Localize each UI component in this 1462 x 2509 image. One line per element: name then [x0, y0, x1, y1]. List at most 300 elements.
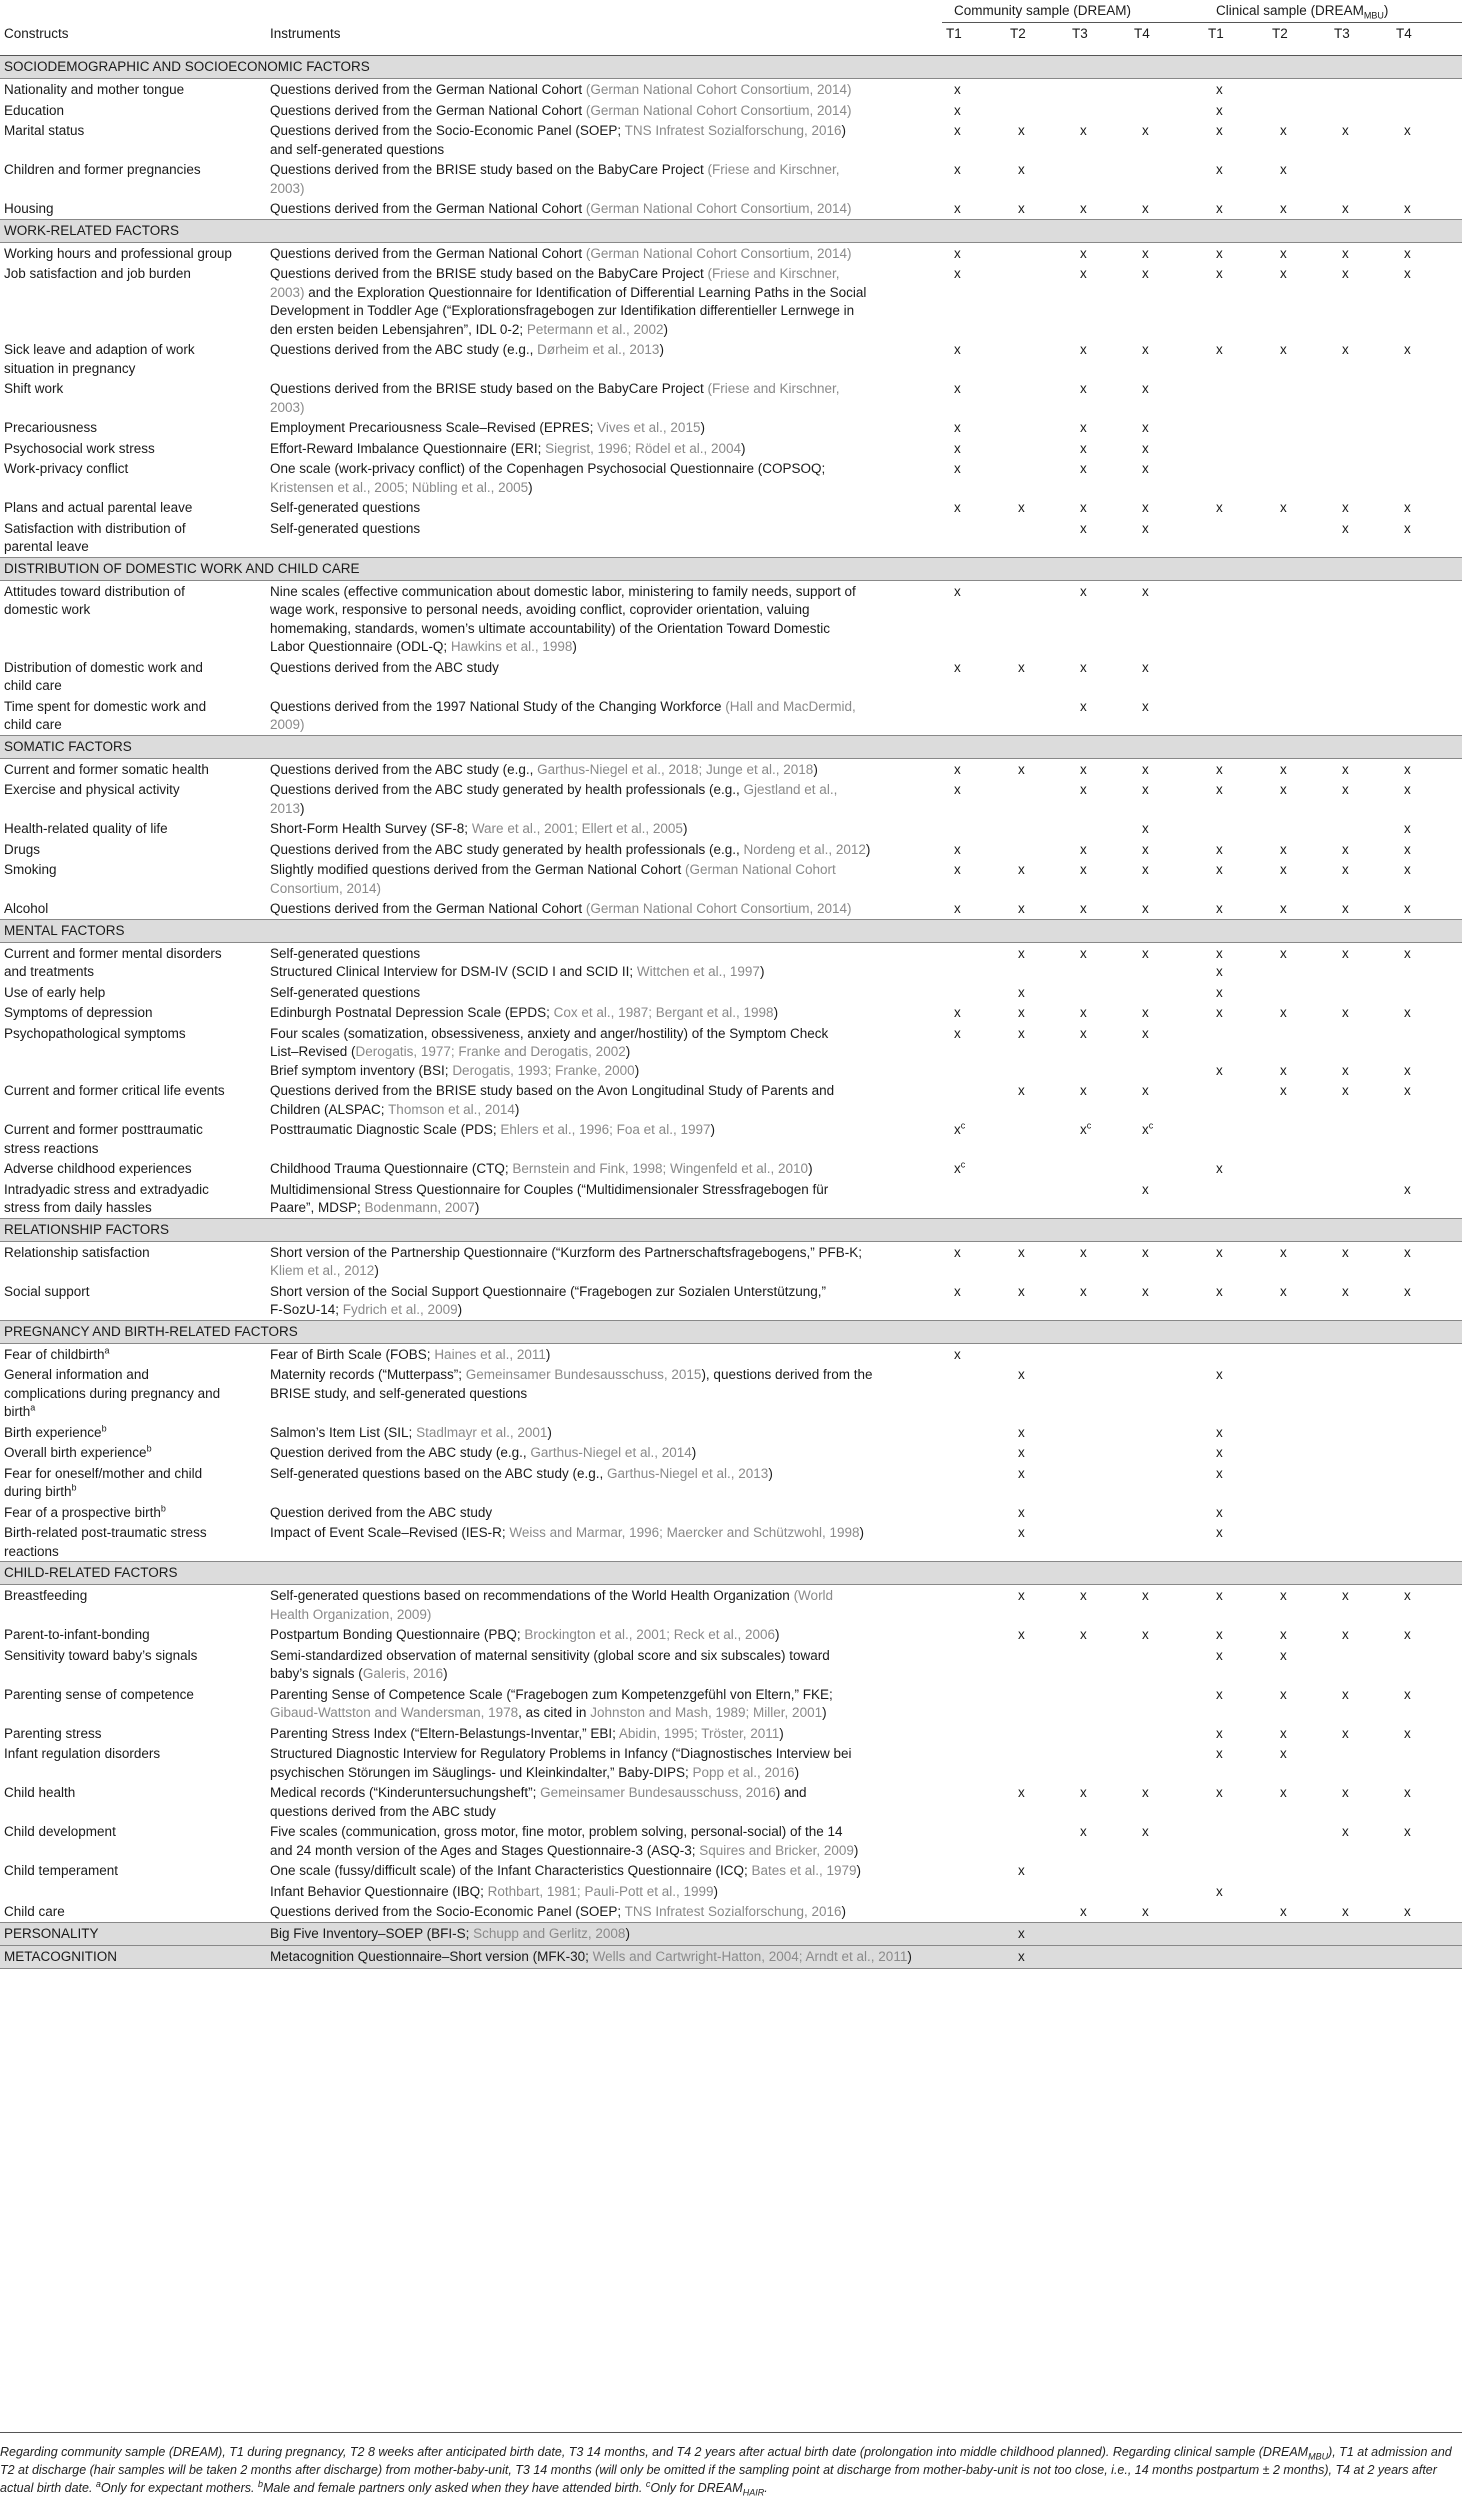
table-row: [0, 696, 1462, 736]
time-point-mark: x: [1404, 266, 1411, 281]
time-point-mark: x: [1142, 1824, 1149, 1839]
time-point-mark: [1330, 378, 1392, 417]
time-point-mark: x: [1142, 698, 1149, 714]
section-header: [0, 919, 1462, 942]
time-point-mark: x: [1080, 1083, 1087, 1098]
time-point-mark: [1330, 1119, 1392, 1158]
time-point-mark: [1068, 1343, 1130, 1364]
time-point-mark: x: [1404, 245, 1411, 261]
citation: Bernstein and Fink, 1998; Wingenfeld et al., 2010: [512, 1161, 809, 1176]
time-point-mark: x: [1342, 761, 1349, 777]
citation: Kliem et al., 2012: [270, 1263, 375, 1278]
time-point-mark: x: [1080, 500, 1087, 515]
time-point-mark: [1130, 1881, 1204, 1902]
time-point-mark: [1268, 1922, 1330, 1945]
time-point-mark: x: [1080, 1025, 1087, 1041]
time-point-mark: [1006, 79, 1068, 100]
instrument-cell: Questions derived from the BRISE study based on the BabyCare Project (Friese and Kirschner, 2003): [270, 381, 840, 415]
table-footnote: Regarding community sample (DREAM), T1 during pregnancy, T2 8 weeks after anticipated birth date, T3 14 months, and T4 2 years after actual birth date (prolongation into middle childhood planned). Regarding clinical sample $(DREAM_{MBU})$, T1 at admission and T2 at discharge (hair samples will be taken 2 months after discharge) from mother-baby-unit, T3 14 months (will only be omitted if the sampling point at discharge from mother-baby-unit is not too close, i.e., 14 months postpartum ± 2 months), T4 at 2 years after actual birth date. $^a$Only for expectant mothers. $^b$Male and female partners only asked when they have attended birth. $^c$Only for $DREAM_{HAIR}$.: [0, 2432, 1462, 2497]
time-point-mark: [1392, 1119, 1462, 1158]
construct-cell: Smoking: [4, 862, 57, 877]
instrument-cell: Questions derived from the BRISE study based on the BabyCare Project (Friese and Kirschner, 2003): [270, 162, 840, 196]
time-point-mark: x: [1404, 123, 1411, 138]
time-point-mark: x: [1142, 342, 1149, 357]
citation: Johnston and Mash, 1989; Miller, 2001: [590, 1705, 823, 1720]
time-point-mark: x: [1342, 1686, 1349, 1702]
construct-cell: Current and former somatic health: [4, 761, 209, 777]
construct-cell: Plans and actual parental leave: [4, 500, 193, 515]
instrument-cell: Questions derived from the German National Cohort (German National Cohort Consortium, 2014): [270, 901, 852, 916]
time-point-mark: x: [1142, 123, 1149, 138]
time-point-mark: x: [1080, 1244, 1087, 1260]
time-point-mark: x: [1142, 782, 1149, 797]
citation: Hawkins et al., 1998: [450, 639, 573, 654]
section-header: [0, 1562, 1462, 1585]
table-row: [0, 982, 1462, 1003]
time-point-mark: [1268, 378, 1330, 417]
time-point-mark: x: [1080, 440, 1087, 456]
time-point-mark: [1204, 1945, 1268, 1968]
time-point-mark: x: [1342, 945, 1349, 961]
time-point-mark: [1006, 1179, 1068, 1219]
section-header: [0, 1922, 1462, 1945]
time-point-mark: x: [1342, 1005, 1349, 1020]
time-point-mark: [1006, 839, 1068, 860]
time-point-mark: x: [954, 659, 961, 675]
time-point-mark: [942, 1422, 1006, 1443]
time-point-mark: [1330, 1179, 1392, 1219]
time-point-mark: x: [1216, 1627, 1223, 1642]
table-row: [0, 1821, 1462, 1860]
time-point-mark: x: [954, 440, 961, 456]
instruments-header: Instruments: [266, 23, 942, 56]
construct-cell: Housing: [4, 201, 54, 216]
time-point-mark: x: [1280, 1785, 1287, 1800]
citation: Garthus-Niegel et al., 2014: [530, 1445, 692, 1460]
time-point-mark: [1392, 1422, 1462, 1443]
time-point-mark: x: [1080, 698, 1087, 714]
time-point-mark: x: [1342, 245, 1349, 261]
citation: (German National Cohort Consortium, 2014): [585, 82, 852, 97]
section-title: SOCIODEMOGRAPHIC AND SOCIOECONOMIC FACTORS: [0, 56, 1462, 79]
time-point-mark: x: [1216, 1588, 1223, 1603]
time-point-mark: [1268, 100, 1330, 121]
citation: Derogatis, 1993; Franke, 2000: [452, 1062, 635, 1078]
time-point-mark: [1268, 696, 1330, 736]
instrument-cell: Childhood Trauma Questionnaire (CTQ; Bernstein and Fink, 1998; Wingenfeld et al., 2010): [270, 1161, 813, 1176]
construct-cell: Fear of childbirth$^a$: [4, 1345, 110, 1362]
time-point-mark: [1330, 1522, 1392, 1562]
time-point-mark: x: [1216, 1686, 1223, 1702]
citation: (Friese and Kirschner,: [707, 381, 840, 396]
time-point-mark: x: [1080, 342, 1087, 357]
section-title: WORK-RELATED FACTORS: [0, 219, 1462, 242]
time-point-mark: [942, 818, 1006, 839]
time-point-mark: x: [1216, 162, 1223, 177]
time-point-mark: [1006, 1901, 1068, 1922]
time-point-mark: x: [1080, 901, 1087, 916]
time-point-mark: [1068, 1502, 1130, 1523]
time-point-mark: [942, 1945, 1006, 1968]
time-point-mark: [1330, 79, 1392, 100]
time-point-mark: [1392, 1502, 1462, 1523]
time-point-mark: x: [1216, 782, 1223, 797]
time-point-mark: [1330, 696, 1392, 736]
time-point-mark: x: [1018, 862, 1025, 877]
table-row: [0, 1080, 1462, 1119]
time-point-mark: x: [1080, 1283, 1087, 1299]
time-point-mark: x: [954, 266, 961, 281]
time-point-mark: [1268, 1179, 1330, 1219]
time-point-mark: [1068, 1860, 1130, 1881]
time-point-mark: x: [1142, 841, 1149, 857]
time-point-mark: x: [1018, 1025, 1025, 1041]
time-point-mark: [1006, 580, 1068, 657]
instrument-cell: Effort-Reward Imbalance Questionnaire (ERI; Siegrist, 1996; Rödel et al., 2004): [270, 440, 746, 456]
instrument-cell: Multidimensional Stress Questionnaire for Couples (“Multidimensionaler Stressfragebogen für Paare”, MDSP; Bodenmann, 2007): [270, 1181, 829, 1215]
table-row: [0, 100, 1462, 121]
time-point-mark: [1068, 1422, 1130, 1443]
table-row: [0, 818, 1462, 839]
time-point-mark: [1006, 438, 1068, 459]
time-point-mark: [1392, 438, 1462, 459]
table-row: [0, 1442, 1462, 1463]
citation: Gjestland et al.,: [743, 782, 838, 797]
construct-cell: Birth-related post-traumatic stress reactions: [4, 1525, 207, 1559]
citation: Brockington et al., 2001; Reck et al., 2006: [524, 1627, 776, 1642]
time-point-mark: [1392, 1522, 1462, 1562]
time-point-mark: x: [1142, 1588, 1149, 1603]
table-row: [0, 1364, 1462, 1422]
section-header: [0, 1320, 1462, 1343]
time-point-mark: [1268, 1442, 1330, 1463]
construct-cell: Shift work: [4, 381, 64, 396]
construct-cell: Work-privacy conflict: [4, 461, 129, 476]
section-header: [0, 735, 1462, 758]
time-point-mark: [1392, 1463, 1462, 1502]
time-point-mark: x: [954, 782, 961, 797]
table-row: [0, 1463, 1462, 1502]
time-point-mark: x: [1216, 201, 1223, 216]
time-point-mark: x: [1404, 1062, 1411, 1078]
time-point-mark: [1330, 1881, 1392, 1902]
instrument-cell: Questions derived from the German National Cohort (German National Cohort Consortium, 2014): [270, 82, 852, 97]
time-point-mark: [1006, 1743, 1068, 1782]
time-point-mark: x: [1018, 984, 1025, 1000]
time-point-mark: [942, 1723, 1006, 1744]
citation: 2013: [270, 800, 301, 816]
citation: Gibaud-Wattston and Wandersman, 1978: [270, 1705, 519, 1720]
time-point-mark: x: [1404, 1785, 1411, 1800]
time-point-mark: x: [1342, 1725, 1349, 1741]
time-point-mark: x: [1280, 1627, 1287, 1642]
time-point-mark: x: [1342, 1627, 1349, 1642]
time-point-mark: [942, 1463, 1006, 1502]
time-point-mark: [942, 1442, 1006, 1463]
time-point-mark: x: [1080, 583, 1087, 599]
time-point-mark: x: [1404, 520, 1411, 536]
time-point-mark: [1068, 159, 1130, 198]
time-point-mark: x: [954, 841, 961, 857]
time-point-mark: [942, 1080, 1006, 1119]
time-point-mark: [1006, 1645, 1068, 1684]
table-row: [0, 1158, 1462, 1179]
instrument-cell: Nine scales (effective communication about domestic labor, ministering to family needs, support of wage work, responsive to personal needs, avoiding conflict, coprovider orientation, valuing homemaking, standards, women’s ultimate accountability) of the Orientation Toward Domestic Labor Questionnaire (ODL-Q; Hawkins et al., 1998): [270, 583, 856, 654]
time-point-mark: x: [1280, 1904, 1287, 1919]
time-point-mark: x: [1280, 761, 1287, 777]
time-point-mark: x: [1342, 500, 1349, 515]
time-point-mark: x: [1342, 1244, 1349, 1260]
citation: (Friese and Kirschner,: [707, 162, 840, 177]
section-header: [0, 219, 1462, 242]
time-point-mark: x: [954, 583, 961, 599]
time-point-mark: x: [1404, 782, 1411, 797]
construct-cell: Symptoms of depression: [4, 1005, 153, 1020]
section-header: [0, 557, 1462, 580]
time-point-mark: [1392, 1158, 1462, 1179]
time-point-mark: x: [1018, 1424, 1025, 1440]
time-point-mark: [1330, 1922, 1392, 1945]
time-point-mark: x: [1018, 1005, 1025, 1020]
time-point-mark: [1130, 1422, 1204, 1443]
time-point-mark: x: [954, 123, 961, 138]
time-point-mark: x: [1342, 841, 1349, 857]
time-point-mark: [1392, 580, 1462, 657]
time-point-mark: x: [1142, 659, 1149, 675]
citation: 2009): [270, 717, 305, 732]
time-point-mark: x: [1080, 862, 1087, 877]
time-point-mark: x: [1080, 761, 1087, 777]
time-point-mark: [1006, 1723, 1068, 1744]
time-point-mark: [1268, 1502, 1330, 1523]
time-point-mark: [1204, 518, 1268, 558]
time-point-mark: [1392, 696, 1462, 736]
time-point-mark: [1130, 1522, 1204, 1562]
time-point-mark: [942, 1901, 1006, 1922]
instrument-cell: Questions derived from the Socio-Economic Panel (SOEP; TNS Infratest Sozialforschung, 2016): [270, 1904, 847, 1919]
time-point-mark: [1204, 417, 1268, 438]
time-point-mark: x: [1216, 1005, 1223, 1020]
construct-cell: Drugs: [4, 841, 41, 857]
table-row: [0, 79, 1462, 100]
time-point-mark: x: [1404, 500, 1411, 515]
time-point-mark: x: [1142, 1025, 1149, 1041]
time-point-mark: x: [1280, 1725, 1287, 1741]
time-point-mark: [1204, 1901, 1268, 1922]
table-row: [0, 859, 1462, 898]
time-point-mark: [1068, 1723, 1130, 1744]
instrument-cell: Fear of Birth Scale (FOBS; Haines et al., 2011): [270, 1346, 551, 1362]
section-title: CHILD-RELATED FACTORS: [0, 1562, 1462, 1585]
time-point-mark: x: [1216, 245, 1223, 261]
time-point-mark: [1330, 1422, 1392, 1443]
time-point-mark: x: [1280, 945, 1287, 961]
time-point-mark: [1330, 580, 1392, 657]
table-row: [0, 242, 1462, 263]
table-row: [0, 898, 1462, 919]
time-point-mark: x: [1216, 1367, 1223, 1382]
time-point-mark: [1392, 1364, 1462, 1422]
time-point-mark: [1392, 1922, 1462, 1945]
time-point-mark: x: [1080, 201, 1087, 216]
clinical-sample-header: Clinical sample $(DREAM_{MBU})$: [1204, 0, 1462, 23]
instrument-cell: Parenting Sense of Competence Scale (“Fragebogen zum Kompetenzgefühl von Eltern,” FKE; Gibaud-Wattston and Wandersman, 1978, as cited in Johnston and Mash, 1989; Miller, 2001): [270, 1686, 833, 1720]
instrument-cell: Structured Diagnostic Interview for Regulatory Problems in Infancy (“Diagnostisches Interview bei psychischen Störungen im Säuglings- und Kleinkindalter,” Baby-DIPS; Popp et al., 2016): [270, 1746, 852, 1780]
time-point-mark: x: [1280, 862, 1287, 877]
time-point-mark: [1392, 1743, 1462, 1782]
table-row: [0, 657, 1462, 696]
table-row: [0, 198, 1462, 219]
instrument-cell: Edinburgh Postnatal Depression Scale (EPDS; Cox et al., 1987; Bergant et al., 1998): [270, 1005, 779, 1020]
construct-cell: Education: [4, 102, 65, 118]
time-point-mark: [1268, 458, 1330, 497]
construct-cell: Health-related quality of life: [4, 821, 168, 836]
time-point-mark: [1130, 1945, 1204, 1968]
time-point-mark: x: [1216, 102, 1223, 118]
citation: 2003): [270, 180, 305, 196]
time-point-mark: x: [1404, 1904, 1411, 1919]
time-point-mark: [1006, 1684, 1068, 1723]
time-point-mark: x: [1342, 201, 1349, 216]
instrument-cell: Question derived from the ABC study (e.g., Garthus-Niegel et al., 2014): [270, 1445, 697, 1460]
time-point-mark: [942, 1821, 1006, 1860]
table-row: [0, 1023, 1462, 1081]
time-point-mark: [1330, 1158, 1392, 1179]
citation: Ware et al., 2001; Ellert et al., 2005: [471, 821, 683, 836]
time-point-mark: [1006, 518, 1068, 558]
time-point-mark: [942, 1684, 1006, 1723]
time-point-mark: [1392, 378, 1462, 417]
time-point-mark: x: [1280, 342, 1287, 357]
time-point-mark: [1068, 1442, 1130, 1463]
time-point-mark: x: [1018, 1083, 1025, 1098]
time-point-mark: x: [1342, 1824, 1349, 1839]
time-point-mark: x: [1216, 1244, 1223, 1260]
time-point-mark: [942, 942, 1006, 982]
time-point-mark: x: [1216, 82, 1223, 97]
section-title: PREGNANCY AND BIRTH-RELATED FACTORS: [0, 1320, 1462, 1343]
citation: (German National Cohort Consortium, 2014): [585, 201, 852, 216]
time-point-mark: x: [1142, 245, 1149, 261]
instrument-cell: Questions derived from the ABC study (e.g., Dørheim et al., 2013): [270, 342, 664, 357]
time-point-mark: x: [1018, 1283, 1025, 1299]
time-point-mark: [1130, 1743, 1204, 1782]
citation: Vives et al., 2015: [597, 420, 701, 435]
table-row: [0, 1241, 1462, 1281]
table-row: [0, 1179, 1462, 1219]
time-point-mark: [1006, 1343, 1068, 1364]
time-point-mark: [1204, 1343, 1268, 1364]
construct-cell: Overall birth experience$^b$: [4, 1443, 152, 1460]
time-point-mark: [1068, 1364, 1130, 1422]
table-row: [0, 1002, 1462, 1023]
time-point-mark: [1130, 100, 1204, 121]
instrument-cell: Maternity records (“Mutterpass”; Gemeinsamer Bundesausschuss, 2015), questions derived from the BRISE study, and self-generated questions: [270, 1367, 873, 1401]
instrument-cell: Questions derived from the BRISE study based on the BabyCare Project (Friese and Kirschner, 2003) and the Exploration Questionnaire for Identification of Differential Learning Paths in the Social Development in Toddler Age (“Explorationsfragebogen zur Identifikation differentieller Lernwege in den ersten beiden Lebensjahren”, IDL 0-2; Petermann et al., 2002): [270, 266, 867, 337]
time-point-mark: [1392, 417, 1462, 438]
time-point-mark: x: [1080, 659, 1087, 675]
construct-cell: Current and former critical life events: [4, 1083, 225, 1098]
time-point-mark: x: [954, 500, 961, 515]
time-point-mark: [1130, 1922, 1204, 1945]
time-point-mark: x: [1142, 1904, 1149, 1919]
table-row: [0, 438, 1462, 459]
construct-cell: Alcohol: [4, 901, 49, 916]
citation: (Friese and Kirschner,: [707, 266, 840, 281]
time-point-mark: x: [1404, 342, 1411, 357]
time-point-mark: $x^c$: [954, 1120, 966, 1137]
instrument-cell: Questions derived from the Socio-Economic Panel (SOEP; TNS Infratest Sozialforschung, 2016) and self-generated questions: [270, 123, 847, 157]
time-point-mark: [1330, 1502, 1392, 1523]
instrument-cell: Questions derived from the German National Cohort (German National Cohort Consortium, 2014): [270, 102, 852, 118]
time-point-mark: x: [1280, 841, 1287, 857]
time-point-mark: x: [954, 1244, 961, 1260]
time-point-mark: x: [954, 1283, 961, 1299]
time-point-mark: x: [1404, 1283, 1411, 1299]
time-point-mark: x: [1342, 1785, 1349, 1800]
time-point-mark: x: [1342, 1062, 1349, 1078]
instrument-cell: Questions derived from the ABC study (e.g., Garthus-Niegel et al., 2018; Junge et al., 2018): [270, 761, 818, 777]
time-point-mark: x: [1142, 1181, 1149, 1197]
time-point-mark: x: [1216, 1445, 1223, 1460]
time-point-mark: [1006, 779, 1068, 818]
time-point-mark: x: [1404, 1005, 1411, 1020]
time-point-mark: [1068, 1684, 1130, 1723]
time-point-mark: [942, 1782, 1006, 1821]
table-row: [0, 378, 1462, 417]
construct-cell: Child health: [4, 1785, 76, 1800]
time-point-mark: [1330, 1743, 1392, 1782]
constructs-header: Constructs: [0, 23, 266, 56]
table-row: [0, 758, 1462, 779]
instrument-cell: Self-generated questions: [270, 500, 421, 515]
time-point-mark: $x^c$: [1080, 1120, 1092, 1137]
time-point-mark: [1392, 100, 1462, 121]
time-point-mark: [942, 518, 1006, 558]
time-point-mark: x: [1216, 1465, 1223, 1481]
time-point-mark: x: [1142, 1283, 1149, 1299]
time-point-mark: [1268, 1522, 1330, 1562]
time-point-mark: x: [1080, 1824, 1087, 1839]
time-point-mark: x: [954, 461, 961, 476]
time-point-mark: x: [1216, 1424, 1223, 1440]
citation: Health Organization, 2009): [270, 1606, 432, 1622]
table-row: [0, 1585, 1462, 1625]
time-point-mark: [1330, 1364, 1392, 1422]
time-point-mark: x: [1280, 901, 1287, 916]
time-point-mark: [942, 696, 1006, 736]
table-row: [0, 1343, 1462, 1364]
time-point-mark: [1006, 339, 1068, 378]
citation: Gemeinsamer Bundesausschuss, 2015: [465, 1367, 702, 1382]
section-title: RELATIONSHIP FACTORS: [0, 1218, 1462, 1241]
citation: 2003): [270, 399, 305, 415]
time-point-mark: [1204, 1179, 1268, 1219]
time-point-mark: [1068, 1522, 1130, 1562]
time-point-mark: x: [1404, 841, 1411, 857]
time-point-mark: [1006, 378, 1068, 417]
time-point-mark: x: [1404, 1244, 1411, 1260]
citation: (German National Cohort Consortium, 2014): [585, 901, 852, 916]
time-point-mark: [1330, 458, 1392, 497]
time-point-mark: [1006, 1158, 1068, 1179]
time-point-mark: [1130, 1684, 1204, 1723]
time-point-mark: x: [1342, 782, 1349, 797]
construct-cell: Current and former mental disorders and treatments: [4, 945, 222, 979]
time-point-mark: x: [1404, 1588, 1411, 1603]
construct-cell: Use of early help: [4, 984, 106, 1000]
time-point-mark: x: [1080, 782, 1087, 797]
